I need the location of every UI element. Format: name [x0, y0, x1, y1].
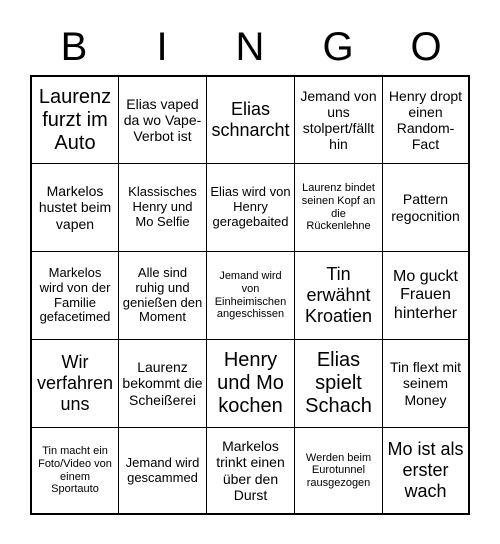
bingo-cell[interactable]: Elias schnarcht — [211, 99, 290, 140]
header-letter-g: G — [322, 25, 354, 69]
bingo-grid — [30, 75, 470, 515]
bingo-cell[interactable]: Tin erwähnt Kroatien — [304, 264, 373, 326]
header-letter-o: O — [410, 25, 442, 69]
bingo-cell[interactable]: Henry und Mo kochen — [217, 349, 284, 417]
bingo-cell[interactable]: Mo ist als erster wach — [387, 439, 464, 501]
bingo-cell[interactable]: Henry dropt einen Random-Fact — [388, 87, 463, 153]
bingo-cell[interactable]: Jemand wird gescammed — [125, 454, 200, 485]
bingo-cell[interactable]: Alle sind ruhig und genießen den Moment — [122, 264, 203, 325]
bingo-cell[interactable]: Markelos wird von der Familie gefacetimed — [39, 264, 111, 325]
bingo-cell[interactable]: Markelos trinkt einen über den Durst — [216, 438, 285, 503]
bingo-cell[interactable]: Werden beim Eurotunnel rausgezogen — [305, 451, 372, 489]
bingo-cell[interactable]: Markelos hustet beim vapen — [38, 183, 112, 232]
header-letter-i: I — [156, 25, 168, 69]
bingo-cell[interactable]: Tin flext mit seinem Money — [389, 359, 462, 408]
bingo-cell[interactable]: Tin macht ein Foto/Video von einem Sportauto — [38, 445, 112, 496]
bingo-cell[interactable]: Jemand wird von Einheimischen angeschissen — [214, 270, 287, 321]
bingo-cell[interactable]: Laurenz bekommt die Scheißerei — [122, 359, 203, 408]
bingo-cell[interactable]: Laurenz bindet seinen Kopf an die Rückenlehne — [301, 182, 376, 233]
bingo-header — [30, 20, 470, 75]
bingo-cell[interactable]: Klassisches Henry und Mo Selfie — [128, 184, 197, 229]
bingo-cell[interactable]: Elias wird von Henry geragebaited — [210, 184, 291, 229]
bingo-cell[interactable]: Mo guckt Frauen hinterher — [393, 267, 458, 322]
bingo-cell[interactable]: Pattern regocnition — [391, 191, 460, 224]
bingo-cell[interactable]: Elias vaped da wo Vape-Verbot ist — [123, 95, 202, 145]
bingo-cell[interactable]: Jemand von uns stolpert/fällt hin — [300, 87, 377, 153]
header-letter-b: B — [60, 25, 88, 69]
header-letter-n: N — [235, 25, 265, 69]
bingo-cell[interactable]: Laurenz furzt im Auto — [38, 85, 112, 154]
bingo-cell[interactable]: Elias spielt Schach — [305, 349, 372, 417]
bingo-cell[interactable]: Wir verfahren uns — [36, 352, 114, 414]
